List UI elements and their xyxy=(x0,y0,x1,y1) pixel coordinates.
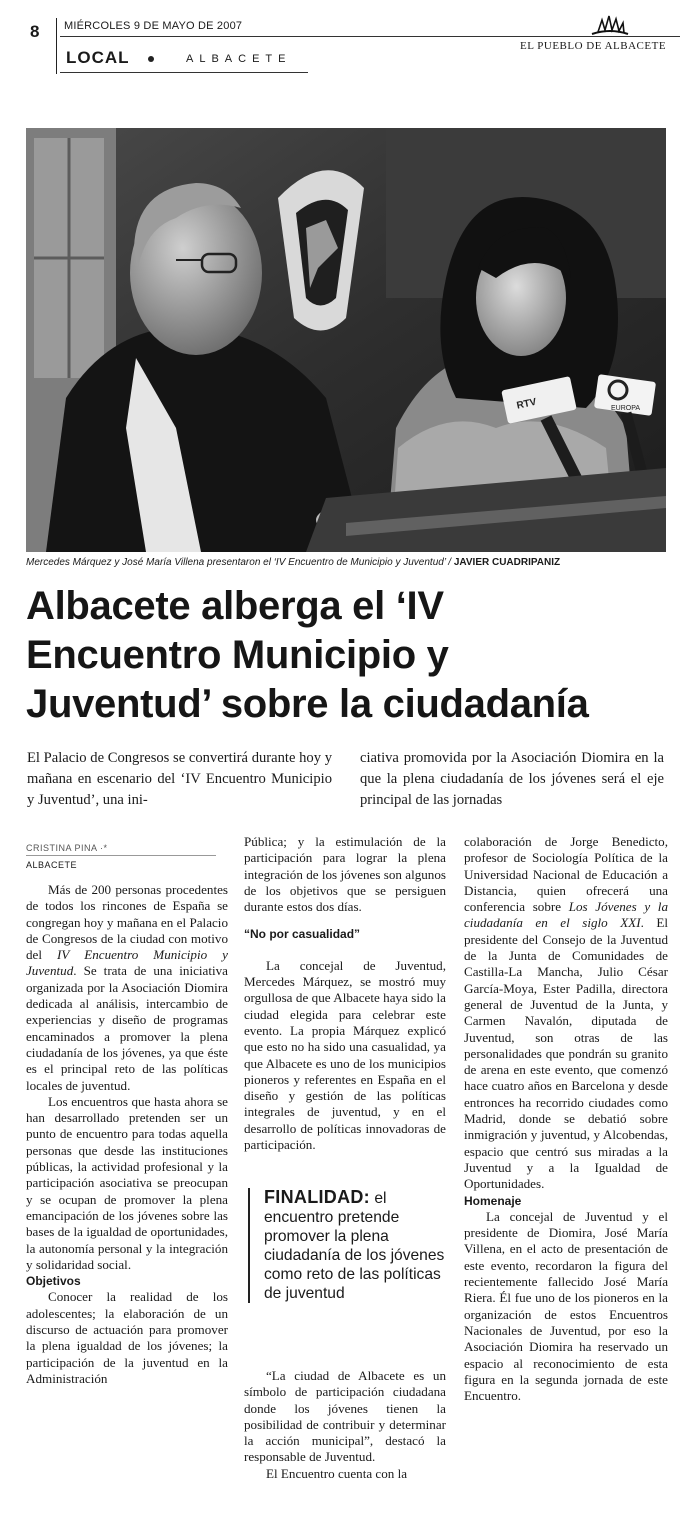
body-text: Más de 200 personas procedentes de todos los rincones de España se congregan hoy y mañana en el Palacio de Congresos de la ciudad con motivo del xyxy=(26,882,228,963)
article-column-1 xyxy=(26,882,228,1387)
article-column-2 xyxy=(244,834,446,1153)
header-rule xyxy=(60,36,680,37)
body-paragraph xyxy=(26,882,228,1094)
newspaper-logo-icon xyxy=(590,14,630,36)
body-paragraph: Los encuentros que hasta ahora se han desarrollado pretenden ser un punto de encuentro para todas aquella personas que desde las instituciones públicas, la actividad profesional y la participación asociativa se preocupan y se ocupan de promover la plena emancipación de los jóvenes sobre las bases de la igualdad de oportunidades, la autonomía personal y la integración y solidaridad social. xyxy=(26,1093,228,1272)
event-title: IV Encuentro Municipio y Juventud xyxy=(26,947,228,979)
subhead-homenaje: Homenaje xyxy=(464,1193,522,1208)
subhead-casualidad: “No por casualidad” xyxy=(244,927,361,942)
microphone-flag-text: EUROPA xyxy=(611,405,641,412)
article-column-3 xyxy=(464,834,668,1404)
subhead-objetivos: Objetivos xyxy=(26,1274,81,1289)
photo-credit: JAVIER CUADRIPANIZ xyxy=(453,557,561,568)
byline-place: ALBACETE xyxy=(26,860,78,870)
body-text: . Se trata de una iniciativa organizada por la Asociación Diomira dedicada al análisis, intercambio de experiencias y diseño de programas encaminados a promover la plena ciudadanía de los jóvenes, ya que éste es el principal reto de las políticas locales de juventud. xyxy=(26,963,228,1093)
body-paragraph xyxy=(464,834,668,1193)
newspaper-name: EL PUEBLO DE ALBACETE xyxy=(520,40,667,52)
headline-line-2: Encuentro Municipio y xyxy=(26,633,449,677)
body-paragraph: La concejal de Juventud, Mercedes Márquez, se mostró muy orgullosa de que Albacete haya sido la ciudad elegida para celebrar este evento. La propia Márquez explicó que esto no ha sido una casualidad, ya que Albacete es uno de los municipios pioneros y referentes en España en el diseño y gestión de las políticas integrales de juventud, y en el desarrollo de políticas innovadoras de participación. xyxy=(244,957,446,1153)
pull-quote xyxy=(248,1188,460,1303)
headline-line-3: Juventud’ sobre la ciudadanía xyxy=(26,682,589,726)
subsection-label: ALBACETE xyxy=(186,53,292,65)
body-paragraph: “La ciudad de Albacete es un símbolo de participación ciudadana donde los jóvenes tienen la posibilidad de contribuir y determinar la acción municipal”, destacó la responsable de Juventud. xyxy=(244,1368,446,1465)
headline-line-1: Albacete alberga el ‘IV xyxy=(26,584,444,628)
section-label: LOCAL xyxy=(66,48,130,67)
header-divider xyxy=(56,18,57,74)
conference-title: Los Jóvenes y la ciudadanía en el siglo XXI xyxy=(464,899,668,931)
standfirst-left: El Palacio de Congresos se convertirá durante hoy y mañana en escenario del ‘IV Encuentro Municipio y Juventud’, una ini- xyxy=(27,750,332,808)
headline xyxy=(26,582,676,729)
body-paragraph: La concejal de Juventud y el presidente de Diomira, José María Villena, en el acto de presentación de este evento, recordaron la figura del recientemente fallecido José María Riera. Él fue uno de los pioneros en la organización de estos Encuentros Nacionales de Juventud, por eso la Asociación Diomira ha reservado un espacio al reconocimiento de esta figura en la segunda jornada de este Encuentro. xyxy=(464,1208,668,1404)
byline-rule xyxy=(26,855,216,856)
pull-quote-keyword: FINALIDAD: xyxy=(264,1187,370,1207)
photo-caption xyxy=(26,557,560,568)
body-text: . El presidente del Consejo de la Juventud de la Junta de Comunidades de Castilla-La Mancha, Julio César García-Moya, Ester Padilla, directora general de Juventud de la Junta, y Carmen Navalón, diputada de Juventud, son otras de las personalidades que pondrán su granito de arena en este evento, que comenzó hace cuatro años en Barcelona y desde entronces ha recorrido ciudades como Madrid, donde se debatió sobre inmigración y juventud, y Alcobendas, espacio que centró sus miradas a la Juventud y a la Igualdad de Oportunidades. xyxy=(464,915,668,1192)
press-conference-photo xyxy=(26,128,666,552)
body-paragraph: El Encuentro cuenta con la xyxy=(266,1465,408,1481)
section-rule xyxy=(60,72,308,73)
body-text: colaboración de Jorge Benedicto, profesor de Sociología Política de la Universidad Nacional de Educación a Distancia, quien ofrecerá una conferencia sobre xyxy=(464,834,668,915)
body-paragraph: Conocer la realidad de los adolescentes; la elaboración de un discurso de actuación para promover la plena igualdad de los jóvenes; la participación de la juventud en la Administración xyxy=(26,1289,228,1386)
standfirst-right: ciativa promovida por la Asociación Diomira en la que la plena ciudadanía de los jóvenes será el eje principal de las jornadas xyxy=(360,750,664,808)
body-paragraph: Pública; y la estimulación de la participación para lograr la plena integración de los jóvenes son algunos de los objetivos que se persiguen durante estos dos días. xyxy=(244,834,446,915)
section-bullet xyxy=(148,56,154,62)
pull-quote-text: el encuentro pretende promover la plena ciudadanía de los jóvenes como reto de las políticas de juventud xyxy=(264,1190,445,1302)
page-number: 8 xyxy=(30,22,40,41)
news-photo xyxy=(26,128,666,552)
svg-text:RTV: RTV xyxy=(515,396,538,412)
byline-author: CRISTINA PINA ·* xyxy=(26,843,108,853)
issue-date: MIÉRCOLES 9 DE MAYO DE 2007 xyxy=(64,20,243,32)
caption-text: Mercedes Márquez y José María Villena presentaron el ‘IV Encuentro de Municipio y Juventud’ / xyxy=(26,557,454,568)
article-column-2-bottom xyxy=(244,1368,446,1482)
